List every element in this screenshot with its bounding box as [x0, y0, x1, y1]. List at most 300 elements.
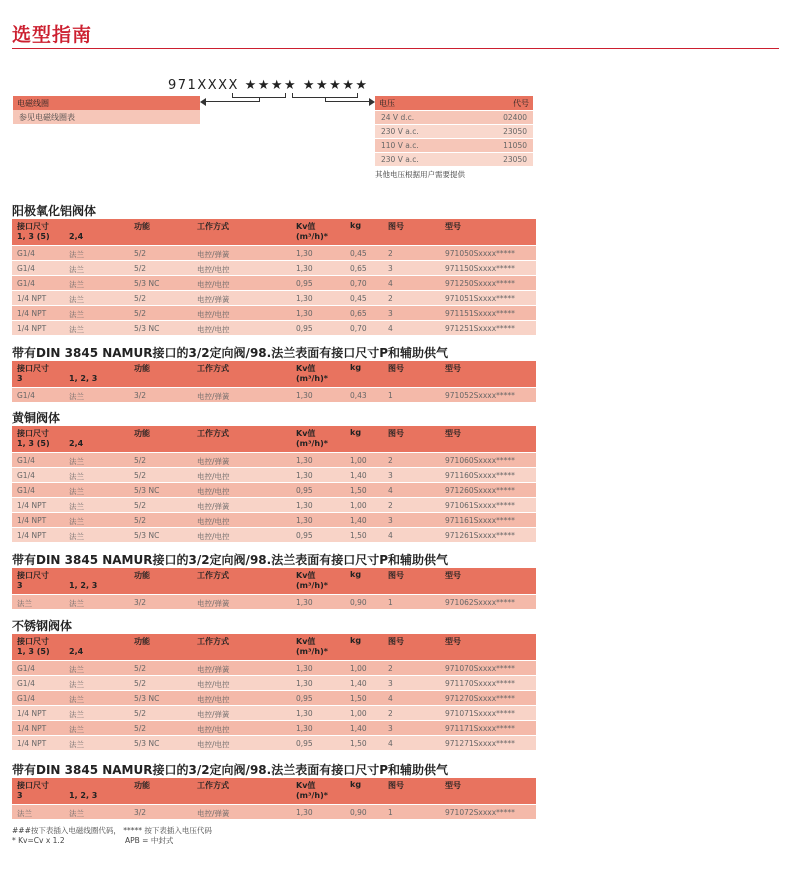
header-kv-unit: (m³/h)* [296, 791, 328, 800]
table-row [12, 452, 536, 467]
cell-port: 1/4 NPT [17, 709, 47, 718]
cell-kv: 1,30 [296, 249, 313, 258]
voltage-row [375, 152, 533, 166]
table-row [12, 497, 536, 512]
cell-operation: 电控/弹簧 [197, 665, 230, 674]
header-operation: 工作方式 [197, 222, 229, 231]
cell-model: 971071Sxxxx***** [445, 709, 515, 718]
voltage-value: 230 V a.c. [381, 127, 419, 136]
header-kv: Kv值 [296, 637, 316, 646]
cell-kg: 1,40 [350, 516, 367, 525]
cell-figure: 3 [388, 724, 393, 733]
cell-operation: 电控/电控 [197, 325, 230, 334]
header-port-b1: 1, 3 (5) [17, 232, 50, 241]
cell-kg: 1,00 [350, 709, 367, 718]
cell-function: 5/2 [134, 724, 147, 733]
table-header [12, 426, 536, 452]
header-operation: 工作方式 [197, 571, 229, 580]
cell-figure: 2 [388, 294, 393, 303]
cell-port: G1/4 [17, 486, 35, 495]
header-function: 功能 [134, 222, 150, 231]
section-title: 带有DIN 3845 NAMUR接口的3/2定向阀/98.法兰表面有接口尺寸P和辅助供气 [12, 553, 448, 567]
header-function: 功能 [134, 429, 150, 438]
cell-model: 971261Sxxxx***** [445, 531, 515, 540]
cell-figure: 4 [388, 531, 393, 540]
cell-kv: 1,30 [296, 598, 313, 607]
cell-kv: 1,30 [296, 808, 313, 817]
cell-port: 法兰 [17, 809, 32, 818]
cell-port: G1/4 [17, 456, 35, 465]
cell-port: 1/4 NPT [17, 294, 47, 303]
cell-function: 5/2 [134, 294, 147, 303]
cell-model: 971072Sxxxx***** [445, 808, 515, 817]
title-rule [12, 48, 779, 49]
cell-function: 5/2 [134, 456, 147, 465]
cell-connection: 法兰 [69, 502, 84, 511]
cell-function: 5/2 [134, 501, 147, 510]
cell-port: 1/4 NPT [17, 309, 47, 318]
cell-operation: 电控/电控 [197, 265, 230, 274]
cell-operation: 电控/弹簧 [197, 809, 230, 818]
valve-section [12, 762, 536, 819]
voltage-code: 23050 [503, 155, 527, 164]
cell-connection: 法兰 [69, 665, 84, 674]
table-row [12, 527, 536, 542]
cell-model: 971070Sxxxx***** [445, 664, 515, 673]
cell-function: 5/3 NC [134, 324, 160, 333]
table-row [12, 245, 536, 260]
header-port-b1: 3 [17, 581, 23, 590]
header-port-b1: 1, 3 (5) [17, 439, 50, 448]
cell-connection: 法兰 [69, 487, 84, 496]
header-kg: kg [350, 428, 362, 437]
cell-port: G1/4 [17, 664, 35, 673]
header-port-b2: 1, 2, 3 [69, 791, 98, 800]
section-title: 黄铜阀体 [12, 411, 61, 425]
cell-connection: 法兰 [69, 310, 84, 319]
header-kg: kg [350, 363, 362, 372]
header-port-b1: 3 [17, 791, 23, 800]
cell-kv: 1,30 [296, 391, 313, 400]
header-kv: Kv值 [296, 571, 316, 580]
cell-kv: 1,30 [296, 294, 313, 303]
table-row [12, 275, 536, 290]
cell-function: 5/3 NC [134, 694, 160, 703]
voltage-row [375, 138, 533, 152]
cell-kg: 0,70 [350, 279, 367, 288]
table-row [12, 660, 536, 675]
header-operation: 工作方式 [197, 781, 229, 790]
cell-port: 1/4 NPT [17, 501, 47, 510]
header-port-size: 接口尺寸 [17, 364, 49, 373]
cell-model: 971161Sxxxx***** [445, 516, 515, 525]
cell-function: 5/3 NC [134, 739, 160, 748]
connector-line-right-v [325, 98, 326, 102]
cell-kg: 1,00 [350, 664, 367, 673]
cell-connection: 法兰 [69, 725, 84, 734]
cell-connection: 法兰 [69, 740, 84, 749]
header-model: 型号 [445, 781, 461, 790]
cell-kg: 0,45 [350, 294, 367, 303]
header-port-b2: 2,4 [69, 439, 84, 448]
cell-connection: 法兰 [69, 457, 84, 466]
section-title: 阳极氧化铝阀体 [12, 204, 97, 218]
cell-kg: 1,50 [350, 694, 367, 703]
cell-kv: 1,30 [296, 501, 313, 510]
cell-figure: 4 [388, 739, 393, 748]
valve-section [12, 552, 536, 609]
table-row [12, 690, 536, 705]
cell-kv: 0,95 [296, 531, 313, 540]
cell-connection: 法兰 [69, 809, 84, 818]
header-port-size: 接口尺寸 [17, 637, 49, 646]
header-figure: 图号 [388, 222, 404, 231]
cell-operation: 电控/电控 [197, 695, 230, 704]
coil-header: 电磁线圈 [13, 96, 200, 110]
coil-text: 参见电磁线圈表 [13, 110, 200, 124]
header-model: 型号 [445, 429, 461, 438]
cell-model: 971061Sxxxx***** [445, 501, 515, 510]
cell-operation: 电控/电控 [197, 472, 230, 481]
cell-kg: 1,50 [350, 531, 367, 540]
valve-section [12, 345, 536, 402]
voltage-row [375, 124, 533, 138]
connector-line-left [206, 101, 259, 102]
cell-operation: 电控/电控 [197, 280, 230, 289]
cell-model: 971271Sxxxx***** [445, 739, 515, 748]
cell-kg: 0,65 [350, 309, 367, 318]
cell-kg: 0,43 [350, 391, 367, 400]
cell-kg: 1,40 [350, 471, 367, 480]
header-operation: 工作方式 [197, 364, 229, 373]
header-port-b1: 1, 3 (5) [17, 647, 50, 656]
header-kg: kg [350, 221, 362, 230]
header-kv-unit: (m³/h)* [296, 439, 328, 448]
cell-connection: 法兰 [69, 532, 84, 541]
cell-operation: 电控/弹簧 [197, 599, 230, 608]
voltage-code: 02400 [503, 113, 527, 122]
footnote-apb: APB = 中封式 [125, 836, 174, 845]
cell-model: 971151Sxxxx***** [445, 309, 515, 318]
header-port-b1: 3 [17, 374, 23, 383]
valve-section [12, 203, 536, 335]
footnote-line2 [12, 836, 212, 846]
table-row [12, 320, 536, 335]
cell-model: 971260Sxxxx***** [445, 486, 515, 495]
table-header [12, 778, 536, 804]
table-header [12, 361, 536, 387]
cell-connection: 法兰 [69, 695, 84, 704]
section-title: 带有DIN 3845 NAMUR接口的3/2定向阀/98.法兰表面有接口尺寸P和辅助供气 [12, 346, 448, 360]
voltage-rows [375, 110, 533, 166]
cell-connection: 法兰 [69, 710, 84, 719]
cell-connection: 法兰 [69, 265, 84, 274]
cell-port: G1/4 [17, 391, 35, 400]
cell-port: 1/4 NPT [17, 516, 47, 525]
cell-function: 3/2 [134, 391, 147, 400]
cell-figure: 4 [388, 486, 393, 495]
cell-connection: 法兰 [69, 517, 84, 526]
header-figure: 图号 [388, 571, 404, 580]
cell-operation: 电控/弹簧 [197, 502, 230, 511]
cell-kv: 0,95 [296, 486, 313, 495]
header-figure: 图号 [388, 637, 404, 646]
table-row [12, 482, 536, 497]
voltage-header [375, 96, 533, 110]
header-operation: 工作方式 [197, 637, 229, 646]
header-model: 型号 [445, 222, 461, 231]
header-kg: kg [350, 780, 362, 789]
header-function: 功能 [134, 637, 150, 646]
cell-function: 5/3 NC [134, 279, 160, 288]
voltage-header-label: 电压 [379, 99, 395, 108]
header-kv: Kv值 [296, 222, 316, 231]
voltage-box [375, 96, 533, 180]
cell-operation: 电控/电控 [197, 740, 230, 749]
header-function: 功能 [134, 781, 150, 790]
cell-operation: 电控/弹簧 [197, 295, 230, 304]
header-port-size: 接口尺寸 [17, 781, 49, 790]
table-header [12, 568, 536, 594]
valve-section [12, 410, 536, 542]
cell-kv: 1,30 [296, 664, 313, 673]
cell-function: 5/3 NC [134, 486, 160, 495]
cell-operation: 电控/弹簧 [197, 710, 230, 719]
table-row [12, 305, 536, 320]
table-row [12, 594, 536, 609]
voltage-code-header-label: 代号 [513, 99, 529, 108]
cell-function: 5/2 [134, 664, 147, 673]
valve-section [12, 618, 536, 750]
cell-figure: 1 [388, 391, 393, 400]
cell-model: 971170Sxxxx***** [445, 679, 515, 688]
cell-port: 1/4 NPT [17, 531, 47, 540]
cell-kv: 1,30 [296, 309, 313, 318]
cell-function: 5/2 [134, 709, 147, 718]
cell-kv: 0,95 [296, 324, 313, 333]
cell-model: 971051Sxxxx***** [445, 294, 515, 303]
cell-model: 971050Sxxxx***** [445, 249, 515, 258]
cell-operation: 电控/电控 [197, 532, 230, 541]
header-model: 型号 [445, 637, 461, 646]
table-row [12, 387, 536, 402]
cell-connection: 法兰 [69, 295, 84, 304]
cell-figure: 3 [388, 516, 393, 525]
cell-kg: 1,40 [350, 679, 367, 688]
cell-model: 971160Sxxxx***** [445, 471, 515, 480]
table-row [12, 675, 536, 690]
cell-kg: 0,65 [350, 264, 367, 273]
table-header [12, 634, 536, 660]
cell-kv: 1,30 [296, 471, 313, 480]
header-function: 功能 [134, 364, 150, 373]
header-model: 型号 [445, 571, 461, 580]
cell-operation: 电控/弹簧 [197, 250, 230, 259]
header-kv: Kv值 [296, 429, 316, 438]
cell-figure: 4 [388, 279, 393, 288]
connector-line-left-v [259, 98, 260, 102]
cell-figure: 4 [388, 324, 393, 333]
header-operation: 工作方式 [197, 429, 229, 438]
arrow-left-icon [200, 98, 206, 106]
header-figure: 图号 [388, 781, 404, 790]
table-header [12, 219, 536, 245]
cell-figure: 3 [388, 309, 393, 318]
cell-connection: 法兰 [69, 280, 84, 289]
cell-operation: 电控/电控 [197, 517, 230, 526]
header-kv-unit: (m³/h)* [296, 647, 328, 656]
cell-kg: 0,70 [350, 324, 367, 333]
cell-kv: 0,95 [296, 279, 313, 288]
cell-port: G1/4 [17, 679, 35, 688]
cell-function: 5/3 NC [134, 531, 160, 540]
header-kv: Kv值 [296, 781, 316, 790]
cell-kg: 1,50 [350, 739, 367, 748]
header-figure: 图号 [388, 429, 404, 438]
cell-kg: 0,45 [350, 249, 367, 258]
cell-port: G1/4 [17, 471, 35, 480]
cell-operation: 电控/电控 [197, 487, 230, 496]
table-row [12, 290, 536, 305]
header-kv-unit: (m³/h)* [296, 374, 328, 383]
cell-figure: 3 [388, 264, 393, 273]
cell-figure: 1 [388, 598, 393, 607]
header-figure: 图号 [388, 364, 404, 373]
code-pattern: 971XXXX ★★★★ ★★★★★ [168, 78, 369, 93]
cell-connection: 法兰 [69, 325, 84, 334]
header-kg: kg [350, 570, 362, 579]
cell-kv: 1,30 [296, 456, 313, 465]
cell-function: 3/2 [134, 808, 147, 817]
cell-function: 3/2 [134, 598, 147, 607]
voltage-code: 11050 [503, 141, 527, 150]
cell-figure: 3 [388, 679, 393, 688]
footnote-line1: ###按下表插入电磁线圈代码， ***** 按下表插入电压代码 [12, 826, 212, 835]
cell-operation: 电控/电控 [197, 725, 230, 734]
cell-model: 971150Sxxxx***** [445, 264, 515, 273]
cell-model: 971062Sxxxx***** [445, 598, 515, 607]
cell-figure: 3 [388, 471, 393, 480]
cell-function: 5/2 [134, 679, 147, 688]
section-title: 不锈钢阀体 [12, 619, 73, 633]
cell-kg: 0,90 [350, 598, 367, 607]
header-port-b2: 1, 2, 3 [69, 581, 98, 590]
cell-kv: 1,30 [296, 264, 313, 273]
cell-operation: 电控/电控 [197, 680, 230, 689]
header-port-b2: 1, 2, 3 [69, 374, 98, 383]
header-port-size: 接口尺寸 [17, 222, 49, 231]
cell-model: 971251Sxxxx***** [445, 324, 515, 333]
cell-port: G1/4 [17, 694, 35, 703]
cell-function: 5/2 [134, 471, 147, 480]
cell-port: 1/4 NPT [17, 324, 47, 333]
cell-port: G1/4 [17, 264, 35, 273]
cell-operation: 电控/弹簧 [197, 457, 230, 466]
cell-figure: 4 [388, 694, 393, 703]
header-kv-unit: (m³/h)* [296, 232, 328, 241]
cell-model: 971052Sxxxx***** [445, 391, 515, 400]
cell-function: 5/2 [134, 516, 147, 525]
table-row [12, 467, 536, 482]
cell-figure: 1 [388, 808, 393, 817]
footnotes [12, 826, 212, 846]
voltage-value: 24 V d.c. [381, 113, 415, 122]
cell-function: 5/2 [134, 249, 147, 258]
header-kg: kg [350, 636, 362, 645]
header-function: 功能 [134, 571, 150, 580]
cell-connection: 法兰 [69, 599, 84, 608]
cell-operation: 电控/电控 [197, 310, 230, 319]
header-port-size: 接口尺寸 [17, 429, 49, 438]
cell-port: 法兰 [17, 599, 32, 608]
cell-figure: 2 [388, 249, 393, 258]
page-title: 选型指南 [12, 24, 93, 46]
cell-model: 971060Sxxxx***** [445, 456, 515, 465]
table-row [12, 512, 536, 527]
voltage-note: 其他电压根据用户需要提供 [375, 170, 465, 179]
header-port-b2: 2,4 [69, 232, 84, 241]
cell-operation: 电控/弹簧 [197, 392, 230, 401]
cell-kv: 0,95 [296, 694, 313, 703]
cell-model: 971270Sxxxx***** [445, 694, 515, 703]
cell-kg: 0,90 [350, 808, 367, 817]
cell-connection: 法兰 [69, 392, 84, 401]
coil-box [13, 96, 200, 124]
table-row [12, 260, 536, 275]
cell-model: 971171Sxxxx***** [445, 724, 515, 733]
cell-function: 5/2 [134, 309, 147, 318]
voltage-value: 110 V a.c. [381, 141, 419, 150]
cell-kv: 1,30 [296, 516, 313, 525]
table-row [12, 720, 536, 735]
cell-connection: 法兰 [69, 472, 84, 481]
header-kv-unit: (m³/h)* [296, 581, 328, 590]
cell-figure: 2 [388, 456, 393, 465]
cell-port: G1/4 [17, 249, 35, 258]
cell-port: 1/4 NPT [17, 724, 47, 733]
voltage-code: 23050 [503, 127, 527, 136]
cell-port: 1/4 NPT [17, 739, 47, 748]
cell-kv: 0,95 [296, 739, 313, 748]
table-row [12, 735, 536, 750]
connector-line-right [325, 101, 369, 102]
header-model: 型号 [445, 364, 461, 373]
cell-kv: 1,30 [296, 724, 313, 733]
voltage-value: 230 V a.c. [381, 155, 419, 164]
cell-figure: 2 [388, 709, 393, 718]
cell-kg: 1,00 [350, 456, 367, 465]
header-kv: Kv值 [296, 364, 316, 373]
cell-connection: 法兰 [69, 680, 84, 689]
cell-connection: 法兰 [69, 250, 84, 259]
header-port-size: 接口尺寸 [17, 571, 49, 580]
cell-figure: 2 [388, 664, 393, 673]
cell-kg: 1,40 [350, 724, 367, 733]
header-port-b2: 2,4 [69, 647, 84, 656]
cell-port: G1/4 [17, 279, 35, 288]
table-row [12, 705, 536, 720]
cell-kv: 1,30 [296, 679, 313, 688]
cell-model: 971250Sxxxx***** [445, 279, 515, 288]
footnote-kv: * Kv=Cv x 1.2 [12, 836, 65, 845]
table-row [12, 804, 536, 819]
voltage-row [375, 110, 533, 124]
cell-kv: 1,30 [296, 709, 313, 718]
cell-figure: 2 [388, 501, 393, 510]
cell-kg: 1,00 [350, 501, 367, 510]
section-title: 带有DIN 3845 NAMUR接口的3/2定向阀/98.法兰表面有接口尺寸P和辅助供气 [12, 763, 448, 777]
cell-kg: 1,50 [350, 486, 367, 495]
